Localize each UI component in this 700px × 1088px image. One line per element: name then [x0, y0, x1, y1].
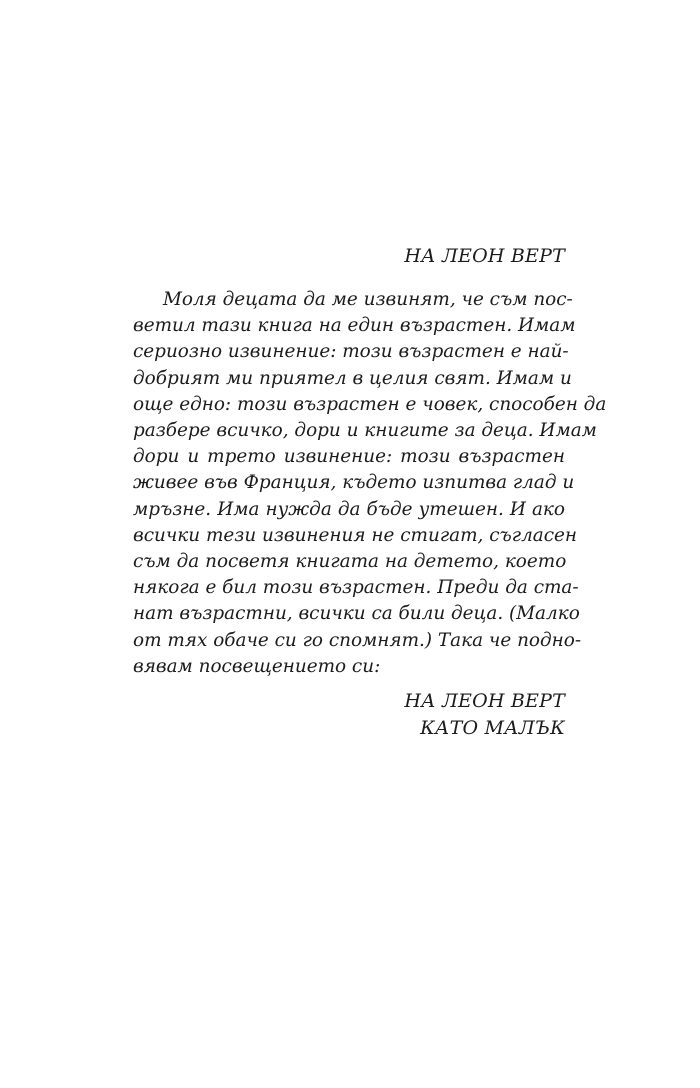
paragraph-line: нат възрастни, всички са били деца. (Малко: [133, 603, 580, 625]
paragraph-line: от тях обаче си го спомнят.) Така че подно-: [133, 629, 582, 651]
dedication-heading: НА ЛЕОН ВЕРТ: [404, 245, 565, 267]
paragraph-line: всички тези извинения не стигат, съгласен: [133, 524, 578, 546]
paragraph-line: живее във Франция, където изпитва глад и: [133, 472, 575, 494]
paragraph-line: още едно: този възрастен е човек, способен да: [133, 393, 607, 415]
paragraph-line: добрият ми приятел в целия свят. Имам и: [133, 367, 572, 389]
paragraph-line: мръзне. Има нужда да бъде утешен. И ако: [133, 498, 565, 520]
dedication-closing: [133, 688, 565, 741]
paragraph-line: дори и трето извинение: този възрастен: [133, 446, 565, 468]
paragraph-line: ветил тази книга на един възрастен. Имам: [133, 315, 576, 337]
closing-line-name: НА ЛЕОН ВЕРТ: [404, 690, 565, 712]
paragraph-line: вявам посвещението си:: [133, 655, 381, 677]
dedication-paragraph: [133, 287, 607, 680]
closing-line-child: КАТО МАЛЪК: [420, 716, 565, 739]
paragraph-line: Моля децата да ме извинят, че съм пос-: [163, 289, 573, 310]
paragraph-line: някога е бил този възрастен. Преди да ста-: [133, 577, 579, 599]
paragraph-line: разбере всичко, дори и книгите за деца. Имам: [133, 420, 597, 442]
paragraph-line: съм да посветя книгата на детето, което: [133, 551, 567, 573]
paragraph-line: сериозно извинение: този възрастен е най-: [133, 341, 569, 363]
